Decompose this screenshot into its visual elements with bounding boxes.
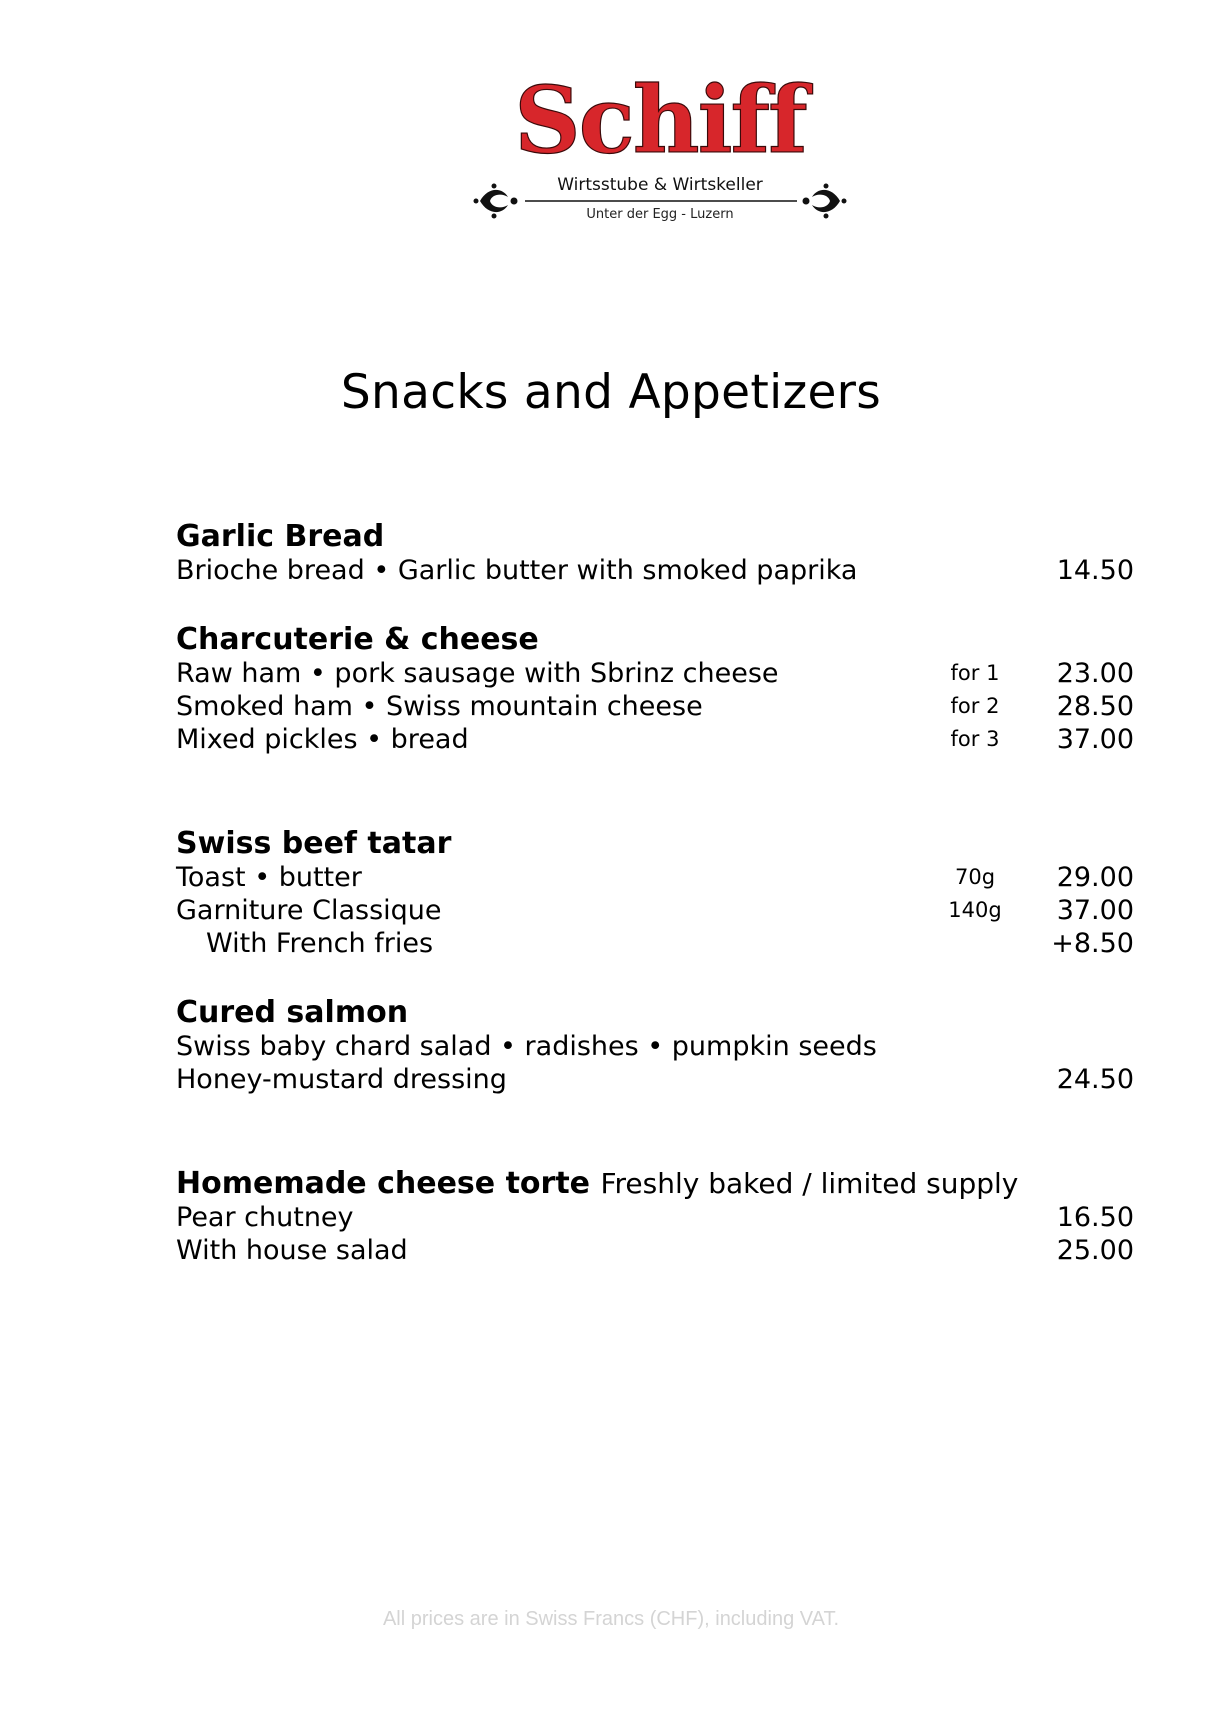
menu-item — [176, 554, 1142, 587]
menu-section-garlic-bread — [176, 520, 1142, 587]
menu-item — [176, 894, 1142, 927]
menu-item — [176, 723, 1142, 756]
section-title: Homemade cheese torte — [176, 1166, 591, 1201]
section-title-row — [176, 1167, 1142, 1201]
item-description: Honey-mustard dressing — [176, 1064, 507, 1095]
item-price: 29.00 — [1056, 862, 1134, 893]
right-ornament-icon — [803, 184, 847, 219]
item-price: 23.00 — [1056, 658, 1134, 689]
item-price: 25.00 — [1056, 1235, 1134, 1266]
menu-item — [176, 657, 1142, 690]
menu-section-charcuterie — [176, 623, 1142, 756]
item-description: Raw ham • pork sausage with Sbrinz cheese — [176, 658, 779, 689]
menu-item-addon — [176, 927, 1142, 960]
item-price: +8.50 — [1051, 928, 1134, 959]
item-description: Smoked ham • Swiss mountain cheese — [176, 691, 703, 722]
item-price: 14.50 — [1056, 555, 1134, 586]
price-footnote: All prices are in Swiss Francs (CHF), including VAT. — [382, 1608, 840, 1630]
item-description: With house salad — [176, 1235, 408, 1266]
section-note: Freshly baked / limited supply — [600, 1167, 1019, 1200]
item-portion: 140g — [948, 898, 1002, 922]
item-description: Pear chutney — [176, 1202, 354, 1233]
item-description: With French fries — [206, 928, 434, 959]
item-description: Mixed pickles • bread — [176, 724, 469, 755]
item-portion: for 2 — [950, 694, 1000, 718]
logo-wordmark: Schiff — [514, 66, 806, 174]
menu-section-cheese-torte — [176, 1167, 1142, 1267]
menu-item — [176, 861, 1142, 894]
page-title: Snacks and Appetizers — [340, 365, 882, 420]
logo-line1: Wirtsstube & Wirtskeller — [557, 175, 763, 195]
item-description: Toast • butter — [176, 862, 362, 893]
menu-item — [176, 1234, 1142, 1267]
section-title: Swiss beef tatar — [176, 826, 452, 861]
item-price: 28.50 — [1056, 691, 1134, 722]
section-title: Cured salmon — [176, 995, 409, 1030]
logo-line2: Unter der Egg - Luzern — [586, 207, 734, 222]
item-description: Brioche bread • Garlic butter with smoked paprika — [176, 555, 858, 586]
menu-item-line — [176, 1030, 1142, 1063]
section-title: Charcuterie & cheese — [176, 622, 539, 657]
left-ornament-icon — [474, 184, 518, 219]
item-description: Swiss baby chard salad • radishes • pumpkin seeds — [176, 1031, 877, 1062]
item-description: Garniture Classique — [176, 895, 442, 926]
menu-item — [176, 1201, 1142, 1234]
item-price: 37.00 — [1056, 724, 1134, 755]
menu-section-beef-tatar — [176, 827, 1142, 960]
menu-item — [176, 690, 1142, 723]
item-portion: for 3 — [950, 727, 1000, 751]
restaurant-logo — [470, 62, 850, 232]
menu-item — [176, 1063, 1142, 1096]
item-price: 16.50 — [1056, 1202, 1134, 1233]
item-price: 24.50 — [1056, 1064, 1134, 1095]
section-title: Garlic Bread — [176, 519, 385, 554]
menu-section-cured-salmon — [176, 996, 1142, 1096]
item-portion: for 1 — [950, 661, 1000, 685]
item-portion: 70g — [954, 865, 996, 889]
item-price: 37.00 — [1056, 895, 1134, 926]
